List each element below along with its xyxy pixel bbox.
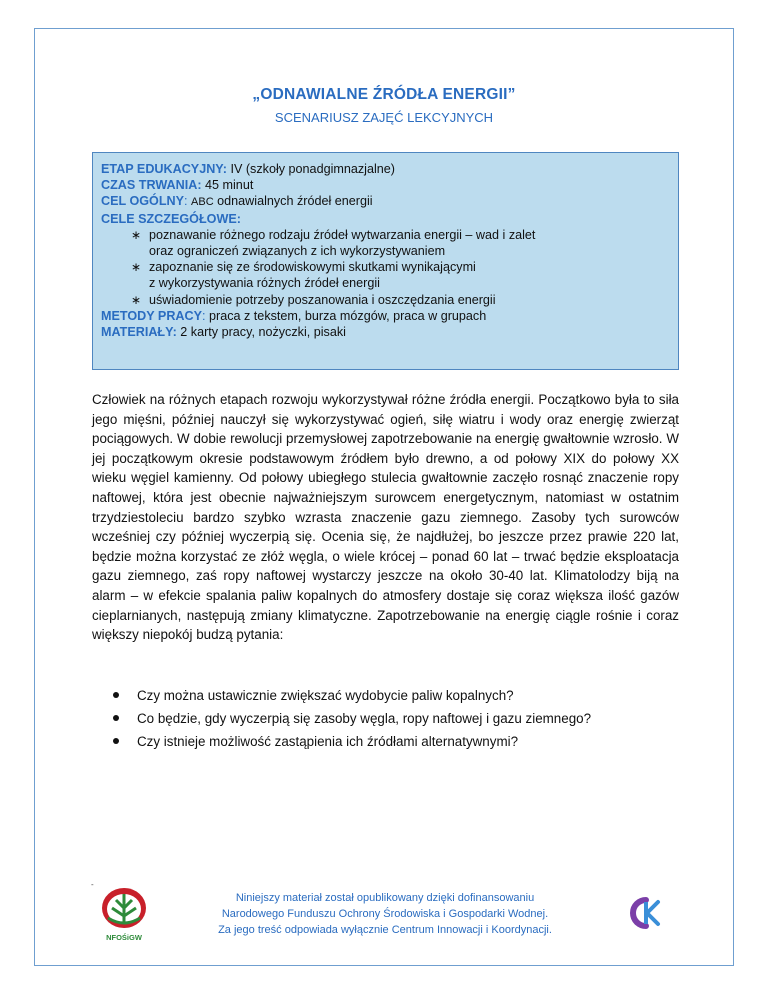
- question-text: Czy można ustawicznie zwiększać wydobycie paliw kopalnych?: [137, 688, 514, 703]
- goal-item: [131, 292, 670, 308]
- nfosigw-logo-text: NFOŚiGW: [106, 933, 142, 942]
- asterisk-icon: ∗: [131, 260, 142, 275]
- asterisk-icon: ∗: [131, 227, 142, 242]
- document-subtitle: SCENARIUSZ ZAJĘĆ LEKCYJNYCH: [274, 110, 494, 125]
- goals-list: [101, 227, 670, 308]
- goal-line: uświadomienie potrzeby poszanowania i oszczędzania energii: [149, 292, 496, 307]
- info-czas: [101, 177, 670, 193]
- footer-mark: -: [91, 880, 94, 889]
- etap-value: IV (szkoły ponadgimnazjalne): [226, 162, 395, 176]
- bullet-icon: [113, 715, 119, 721]
- document-title: „ODNAWIALNE ŹRÓDŁA ENERGII”: [252, 86, 516, 103]
- metody-colon: :: [202, 308, 206, 323]
- info-cel: [101, 193, 670, 210]
- goal-line: z wykorzystywania różnych źródeł energii: [149, 276, 380, 291]
- etap-label: ETAP EDUKACYJNY:: [101, 162, 227, 176]
- metody-value: praca z tekstem, burza mózgów, praca w grupach: [205, 308, 487, 323]
- cel-label: CEL OGÓLNY: [101, 194, 185, 209]
- cel-colon: :: [184, 194, 192, 209]
- cele-label: CELE SZCZEGÓŁOWE:: [101, 211, 241, 226]
- cel-value: odnawialnych źródeł energii: [213, 194, 373, 209]
- materialy-value: 2 karty pracy, nożyczki, pisaki: [176, 325, 346, 340]
- czas-label: CZAS TRWANIA:: [101, 178, 202, 193]
- nfosigw-logo-icon: [94, 884, 154, 944]
- question-item: [113, 684, 693, 707]
- footer-line: Za jego treść odpowiada wyłącznie Centrum Innowacji i Koordynacji.: [218, 924, 552, 936]
- goal-item: [131, 259, 670, 291]
- goal-item: [131, 227, 670, 259]
- ck-logo-icon: [626, 896, 666, 930]
- metody-label: METODY PRACY: [101, 308, 203, 323]
- intro-paragraph: Człowiek na różnych etapach rozwoju wykorzystywał różne źródła energii. Początkowo była to siła jego mięśni, później nauczył się wykorzystywać ogień, siłę wiatru i wody oraz energię zwierząt pociągowych. W dobie rewolucji przemysłowej zapotrzebowanie na energię gwałtownie wzrosło. W jej początkowym okresie podstawowym źródłem było drewno, a od połowy XIX do połowy XX wieku węgiel kamienny. Od połowy ubiegłego stulecia gwałtownie zaczęło rosnąć znaczenie ropy naftowej, która jest obecnie najważniejszym surowcem energetycznym, natomiast w ostatnim trzydziestoleciu bardzo szybko wzrasta znaczenie gazu ziemnego. Zasoby tych surowców wcześniej czy później wyczerpią się. Ocenia się, że najdłużej, bo jeszcze przez prawie 220 lat, będzie można korzystać ze złóż węgla, o wiele krócej – ponad 60 lat – trwać będzie eksploatacja gazu ziemnego, zaś ropy naftowej wystarczy jeszcze na około 30-40 lat. Klimatolodzy biją na alarm – w efekcie spalania paliw kopalnych do atmosfery dostaje się coraz większa ilość gazów cieplarnianych, następują zmiany klimatyczne. Zapotrzebowanie na energię ciągle rośnie i coraz większy niepokój budzą pytania:: [92, 392, 679, 643]
- goal-line: oraz ograniczeń związanych z ich wykorzystywaniem: [149, 244, 446, 259]
- czas-value: 45 minut: [201, 178, 254, 193]
- info-metody: [101, 308, 670, 324]
- footer-line: Narodowego Funduszu Ochrony Środowiska i Gospodarki Wodnej.: [221, 908, 549, 920]
- questions-list: [113, 684, 693, 753]
- bullet-icon: [113, 738, 119, 744]
- bullet-icon: [113, 692, 119, 698]
- asterisk-icon: ∗: [131, 292, 142, 307]
- goal-line: poznawanie różnego rodzaju źródeł wytwarzania energii – wad i zalet: [149, 227, 536, 242]
- footer-line: Niniejszy materiał został opublikowany dzięki dofinansowaniu: [235, 892, 535, 904]
- question-item: [113, 730, 693, 753]
- footer-funding-note: [180, 890, 590, 938]
- info-cele: [101, 211, 670, 227]
- question-text: Czy istnieje możliwość zastąpienia ich źródłami alternatywnymi?: [137, 734, 519, 749]
- materialy-label: MATERIAŁY:: [101, 325, 177, 340]
- question-text: Co będzie, gdy wyczerpią się zasoby węgla, ropy naftowej i gazu ziemnego?: [137, 711, 592, 726]
- goal-line: zapoznanie się ze środowiskowymi skutkami wynikającymi: [149, 260, 476, 275]
- question-item: [113, 707, 693, 730]
- lesson-info-box: [92, 152, 679, 370]
- info-materialy: [101, 324, 670, 340]
- cel-abc: ABC: [191, 196, 214, 209]
- info-etap: [101, 161, 670, 177]
